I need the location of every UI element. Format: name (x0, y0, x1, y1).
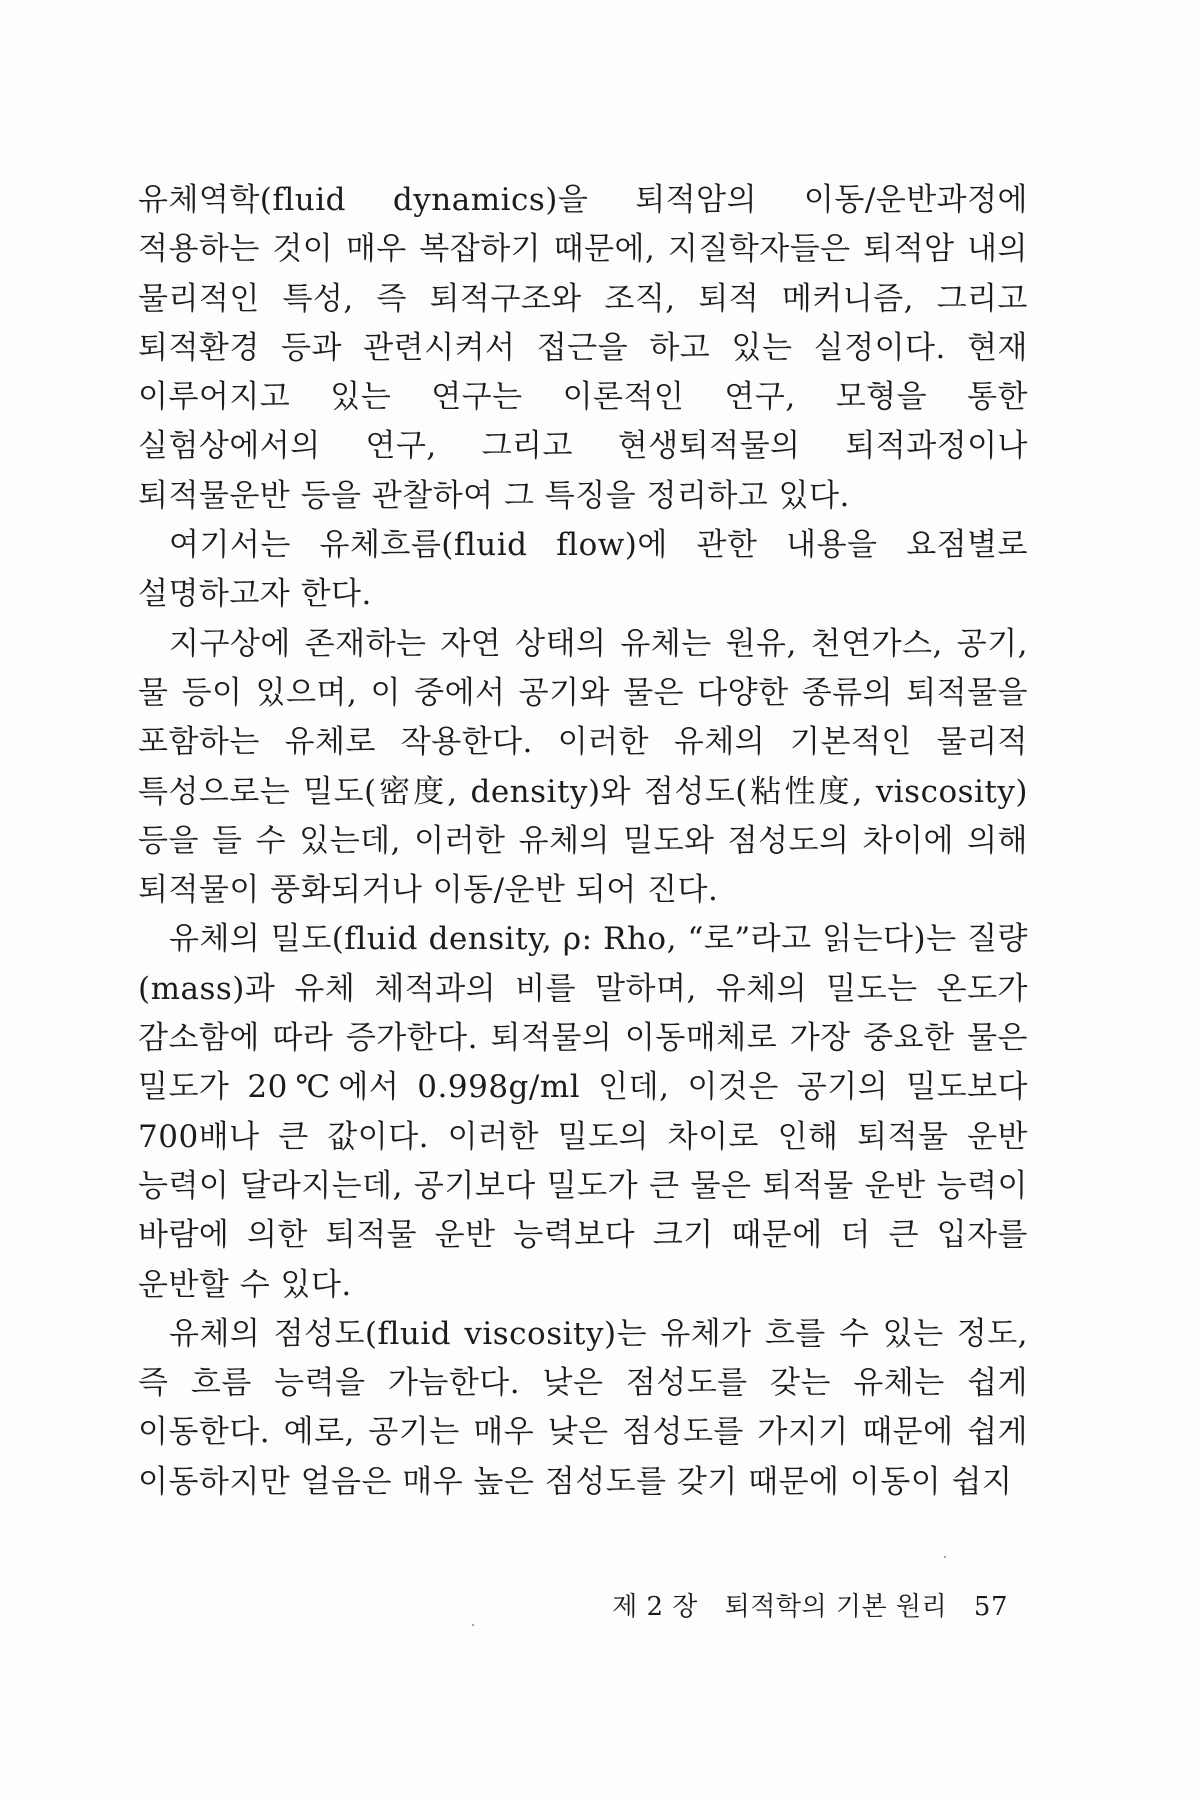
paragraph-fluid-flow-intro: 여기서는 유체흐름(fluid flow)에 관한 내용을 요점별로 설명하고자 한다. (138, 527, 1028, 613)
body-text (138, 176, 1028, 1507)
page-footer (612, 1586, 1008, 1623)
paper-speck (472, 1624, 474, 1626)
paragraph-natural-fluids: 지구상에 존재하는 자연 상태의 유체는 원유, 천연가스, 공기, 물 등이 있으며, 이 중에서 공기와 물은 다양한 종류의 퇴적물을 포함하는 유체로 작용한다. 이러한 유체의 기본적인 물리적 특성으로는 밀도(密度, density)와 점성도(粘性度, viscosity) 등을 들 수 있는데, 이러한 유체의 밀도와 점성도의 차이에 의해 퇴적물이 풍화되거나 이동/운반 되어 진다. (138, 625, 1028, 909)
page-number: 57 (973, 1592, 1008, 1622)
chapter-number: 제 2 장 (612, 1592, 698, 1622)
chapter-title: 퇴적학의 기본 원리 (724, 1592, 948, 1622)
paper-speck (944, 1556, 946, 1558)
paragraph-fluid-dynamics: 유체역학(fluid dynamics)을 퇴적암의 이동/운반과정에 적용하는 것이 매우 복잡하기 때문에, 지질학자들은 퇴적암 내의 물리적인 특성, 즉 퇴적구조와 조직, 퇴적 메커니즘, 그리고 퇴적환경 등과 관련시켜서 접근을 하고 있는 실정이다. 현재 이루어지고 있는 연구는 이론적인 연구, 모형을 통한 실험상에서의 연구, 그리고 현생퇴적물의 퇴적과정이나 퇴적물운반 등을 관찰하여 그 특징을 정리하고 있다. (138, 182, 1028, 514)
paragraph-fluid-density: 유체의 밀도(fluid density, ρ: Rho, “로”라고 읽는다)는 질량(mass)과 유체 체적과의 비를 말하며, 유체의 밀도는 온도가 감소함에 따라 증가한다. 퇴적물의 이동매체로 가장 중요한 물은 밀도가 20℃에서 0.998g/ml 인데, 이것은 공기의 밀도보다 700배나 큰 값이다. 이러한 밀도의 차이로 인해 퇴적물 운반 능력이 달라지는데, 공기보다 밀도가 큰 물은 퇴적물 운반 능력이 바람에 의한 퇴적물 운반 능력보다 크기 때문에 더 큰 입자를 운반할 수 있다. (138, 921, 1028, 1303)
paragraph-fluid-viscosity: 유체의 점성도(fluid viscosity)는 유체가 흐를 수 있는 정도, 즉 흐름 능력을 가늠한다. 낮은 점성도를 갖는 유체는 쉽게 이동한다. 예로, 공기는 매우 낮은 점성도를 가지기 때문에 쉽게 이동하지만 얼음은 매우 높은 점성도를 갖기 때문에 이동이 쉽지 (138, 1315, 1028, 1500)
